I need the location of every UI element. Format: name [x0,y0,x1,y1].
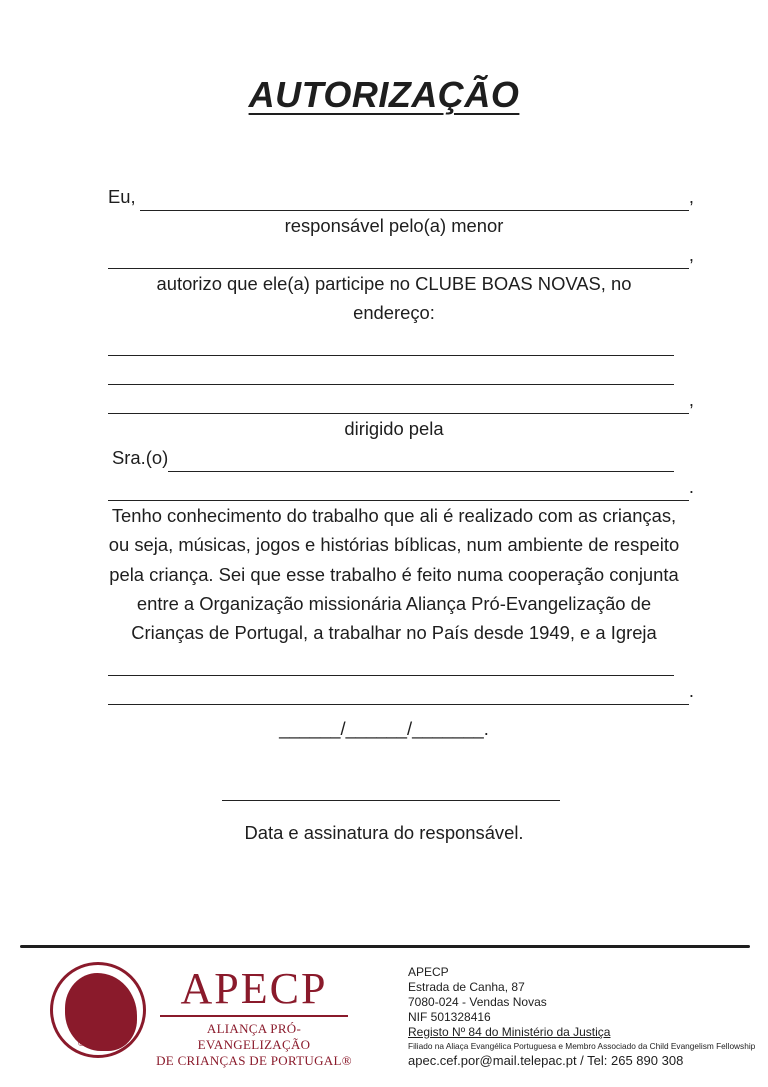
guardian-name-field[interactable] [140,190,689,211]
eu-label: Eu, [108,186,136,207]
director-name-field-2[interactable] [108,480,689,501]
period: . [688,680,694,702]
contact-line: 7080-024 - Vendas Novas [408,995,547,1009]
address-field-3[interactable] [108,393,689,414]
apecp-logo-icon [50,962,146,1058]
brand-block [154,965,354,1069]
brand-subtitle-2: DE CRIANÇAS DE PORTUGAL® [156,1053,352,1068]
director-name-row [94,443,694,472]
comma: , [688,389,694,410]
address-row-3 [94,385,694,414]
address-row-1 [94,327,694,356]
comma: , [688,244,694,265]
knowledge-paragraph [84,501,704,647]
sra-label: Sra.(o) [112,447,169,468]
email-tel[interactable]: apec.cef.por@mail.telepac.pt / Tel: 265 890 308 [408,1053,684,1068]
signature-line[interactable] [222,800,560,801]
paragraph-line: ou seja, músicas, jogos e histórias bíblicas, num ambiente de respeito [108,534,680,556]
paragraph-line: Crianças de Portugal, a trabalhar no País desde 1949, e a Igreja [131,622,657,644]
address-row-2 [94,356,694,385]
child-head-silhouette-icon [65,973,137,1051]
responsavel-label: responsável pelo(a) menor [284,215,504,236]
church-field-2[interactable] [108,684,689,705]
contact-line: NIF 501328416 [408,1010,491,1024]
footer-divider [20,945,750,948]
dirigido-label: dirigido pela [344,418,444,439]
contact-line: APECP [408,965,449,979]
minor-name-field[interactable] [108,248,689,269]
paragraph-line: Tenho conhecimento do trabalho que ali é realizado com as crianças, [111,505,677,526]
minor-name-row [94,240,694,269]
address-field-1[interactable] [108,335,674,356]
church-field-1[interactable] [108,655,674,676]
signature-label: Data e assinatura do responsável. [244,822,524,843]
contact-line: Estrada de Canha, 87 [408,980,525,994]
church-row-2 [94,676,694,705]
brand-name: APECP [180,964,328,1013]
guardian-name-row [94,182,694,211]
church-row-1 [94,647,694,676]
registered-mark: ® [78,1038,85,1048]
period: . [688,476,694,497]
director-name-row-2 [94,472,694,501]
contact-block [408,965,755,1068]
paragraph-line: entre a Organização missionária Aliança Pró-Evangelização de [136,592,652,614]
date-field[interactable]: ______/______/_______. [279,718,489,739]
brand-subtitle-1: ALIANÇA PRÓ-EVANGELIZAÇÃO [197,1021,311,1052]
paragraph-line: pela criança. Sei que esse trabalho é feito numa cooperação conjunta [109,563,679,585]
autorizo-line-1: autorizo que ele(a) participe no CLUBE BOAS NOVAS, no [156,273,632,294]
director-name-field[interactable] [168,451,674,472]
document-title: AUTORIZAÇÃO [248,74,520,115]
autorizo-line-2: endereço: [353,302,435,323]
affiliation-text: Filiado na Aliaça Evangélica Portuguesa e Membro Associado da Child Evangelism Fellowship [408,1041,756,1051]
contact-line: Registo Nº 84 do Ministério da Justiça [408,1025,611,1039]
comma: , [688,186,694,207]
authorization-form [94,182,694,705]
brand-divider [160,1015,348,1017]
address-field-2[interactable] [108,364,674,385]
